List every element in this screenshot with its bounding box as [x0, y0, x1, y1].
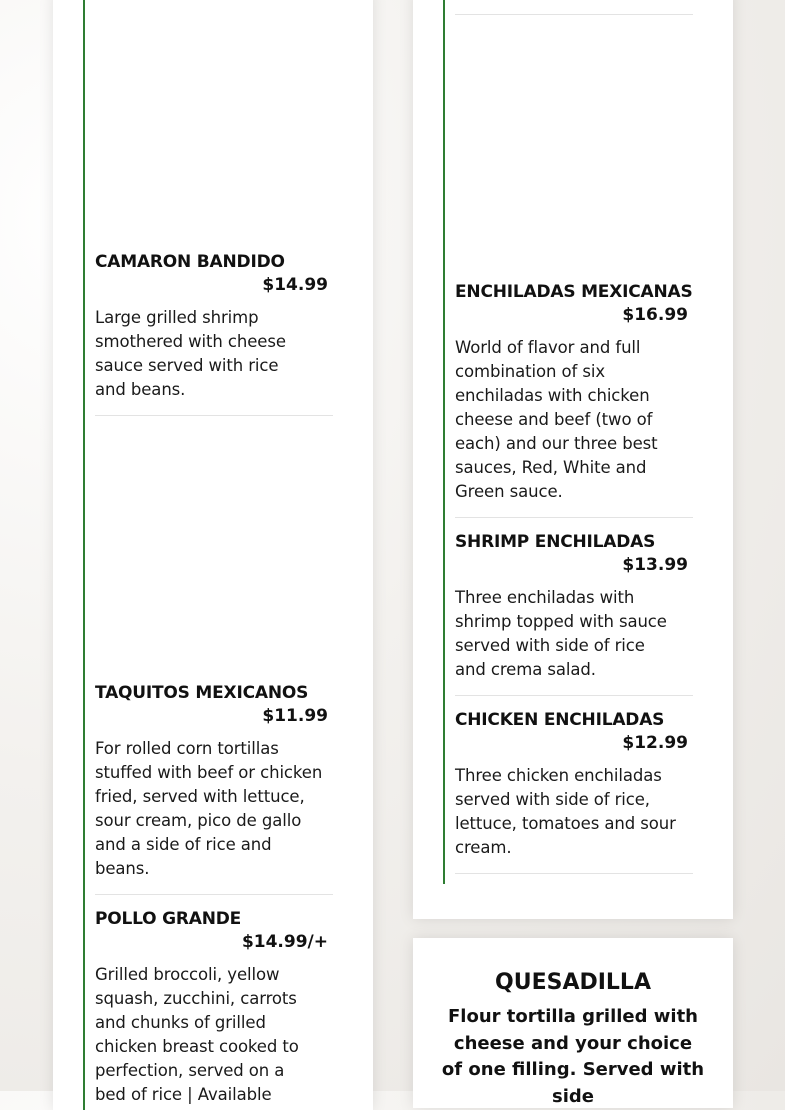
- menu-item-name: SHRIMP ENCHILADAS: [455, 532, 656, 552]
- menu-item-description: Three chicken enchiladas served with side of rice, lettuce, tomatoes and sour cream.: [455, 766, 676, 857]
- menu-divider: [95, 894, 333, 895]
- menu-item-shrimp-enchiladas: [455, 532, 688, 679]
- menu-item-description: Grilled broccoli, yellow squash, zucchini, carrots and chunks of grilled chicken breast cooked to perfection, served on a bed of rice | Available: [95, 965, 299, 1104]
- menu-item-description: World of flavor and full combination of six enchiladas with chicken cheese and beef (two of each) and our three best sauces, Red, White and Green sauce.: [455, 338, 658, 501]
- menu-divider: [455, 14, 693, 15]
- menu-item-chicken-enchiladas: [455, 710, 688, 857]
- menu-item-camaron-bandido: [95, 252, 328, 402]
- menu-divider: [455, 873, 693, 874]
- menu-item-name: CHICKEN ENCHILADAS: [455, 710, 665, 730]
- section-title: QUESADILLA: [495, 970, 651, 995]
- menu-item-name: ENCHILADAS MEXICANAS: [455, 282, 693, 302]
- left-menu-card: [53, 0, 373, 1110]
- quesadilla-card: [413, 938, 733, 1108]
- menu-item-price: $11.99: [262, 706, 328, 726]
- menu-item-description: Three enchiladas with shrimp topped with sauce served with side of rice and crema salad.: [455, 588, 667, 679]
- left-accent-line: [83, 0, 85, 1110]
- menu-item-price: $13.99: [622, 555, 688, 575]
- menu-item-price: $12.99: [622, 733, 688, 753]
- menu-item-taquitos-mexicanos: [95, 683, 328, 878]
- menu-item-price: $14.99/+: [241, 932, 328, 952]
- right-accent-line: [443, 0, 445, 884]
- menu-item-price: $14.99: [262, 275, 328, 295]
- menu-item-name: CAMARON BANDIDO: [95, 252, 285, 272]
- menu-item-pollo-grande: [95, 909, 328, 1109]
- menu-item-description: For rolled corn tortillas stuffed with beef or chicken fried, served with lettuce, sour cream, pico de gallo and a side of rice and beans.: [95, 739, 323, 878]
- menu-item-enchiladas-mexicanas: [455, 282, 693, 501]
- menu-divider: [455, 695, 693, 696]
- menu-item-name: POLLO GRANDE: [95, 909, 242, 929]
- menu-item-description: Large grilled shrimp smothered with cheese sauce served with rice and beans.: [95, 308, 286, 399]
- right-menu-card: [413, 0, 733, 919]
- menu-divider: [455, 517, 693, 518]
- section-description: Flour tortilla grilled with cheese and your choice of one filling. Served with side: [441, 1006, 705, 1107]
- menu-divider: [95, 415, 333, 416]
- menu-item-name: TAQUITOS MEXICANOS: [95, 683, 309, 703]
- menu-item-price: $16.99: [622, 305, 688, 325]
